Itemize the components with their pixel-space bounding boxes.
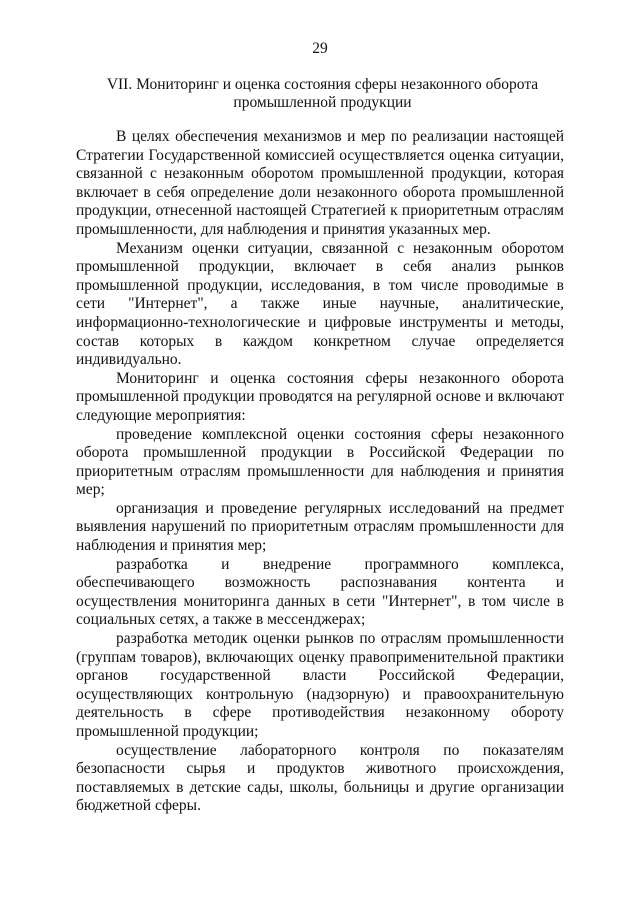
paragraph-monitoring: Мониторинг и оценка состояния сферы незаконного оборота промышленной продукции проводятся на регулярной основе и включают следующие мероприятия: [76,369,564,424]
paragraph-mechanism: Механизм оценки ситуации, связанной с незаконным оборотом промышленной продукции, включает в себя анализ рынков промышленной продукции, исследования, в том числе проводимые в сети "Интернет", а также иные научные, аналитические, информационно-технологические и цифровые инструменты и методы, состав которых в каждом конкретном случае определяется индивидуально. [76,239,564,369]
list-item-methodology: разработка методик оценки рынков по отраслям промышленности (группам товаров), включающих оценку правоприменительной практики органов государственной власти Российской Федерации, осуществляющих контрольную (надзорную) и правоохранительную деятельность в сфере противодействия незаконному обороту промышленной продукции; [76,630,564,740]
section-title-line-1: VII. Мониторинг и оценка состояния сферы незаконного оборота [106,76,539,93]
list-item-comprehensive-assessment: проведение комплексной оценки состояния сферы незаконного оборота промышленной продукции в Российской Федерации по приоритетным отраслям промышленности для наблюдения и принятия мер; [76,425,564,499]
page-number: 29 [312,40,328,57]
list-item-laboratory-control: осуществление лабораторного контроля по показателям безопасности сырья и продуктов животного происхождения, поставляемых в детские сады, школы, больницы и другие организации бюджетной сферы. [76,741,564,815]
section-title-line-2: промышленной продукции [233,94,412,111]
paragraph-intro: В целях обеспечения механизмов и мер по реализации настоящей Стратегии Государственной комиссией осуществляется оценка ситуации, связанной с незаконным оборотом промышленной продукции, которая включает в себя определение доли незаконного оборота промышленной продукции, отнесенной настоящей Стратегией к приоритетным отраслям промышленности, для наблюдения и принятия указанных мер. [76,128,564,238]
list-item-software-complex: разработка и внедрение программного комплекса, обеспечивающего возможность распознавания контента и осуществления мониторинга данных в сети "Интернет", в том числе в социальных сетях, а также в мессенджерах; [76,555,564,629]
body-text [76,128,564,816]
section-title [90,76,555,112]
list-item-regular-research: организация и проведение регулярных исследований на предмет выявления нарушений по приоритетным отраслям промышленности для наблюдения и принятия мер; [76,499,564,555]
